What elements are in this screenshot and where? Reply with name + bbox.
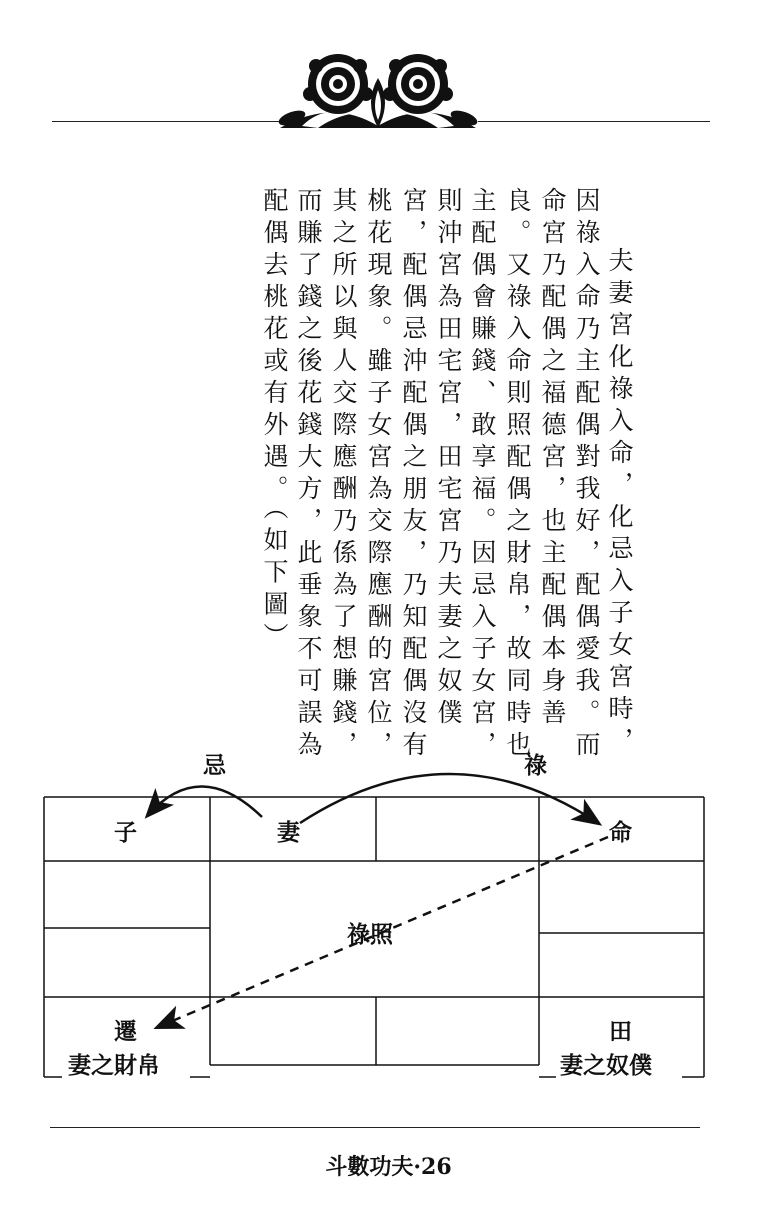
page-footer (0, 1150, 777, 1181)
palace-diagram (0, 745, 777, 1095)
header-rule-right (478, 121, 710, 122)
book-title: 斗數功夫 (325, 1154, 414, 1180)
cell-spouse: 妻 (277, 819, 300, 846)
lu-zhao-label: 祿照 (347, 921, 393, 948)
header-rule-left (52, 121, 280, 122)
ji-label: 忌 (203, 752, 226, 779)
cell-travel: 遷 (114, 1018, 137, 1045)
text-column-5: 主配偶會賺錢、敢享福。因忌入子女宮， (468, 187, 497, 763)
ji-arrow (148, 786, 262, 817)
text-column-11: 配偶去桃花或有外遇。（如下圖） (260, 187, 289, 655)
text-column-3: 命宮乃配偶之福德宮，也主配偶本身善 (538, 187, 567, 731)
footer-separator: · (413, 1154, 422, 1180)
text-column-9: 其之所以與人交際應酬乃係為了想賺錢， (329, 187, 358, 763)
travel-caption: 妻之財帛 (68, 1052, 160, 1079)
text-column-7: 宮，配偶忌沖配偶之朋友，乃知配偶沒有 (399, 187, 428, 763)
cell-property: 田 (609, 1018, 632, 1045)
text-column-4: 良。又祿入命則照配偶之財帛，故同時也 (503, 187, 532, 763)
text-column-2: 因祿入命乃主配偶對我好，配偶愛我。而 (572, 187, 601, 763)
lu-label: 祿 (524, 752, 547, 779)
cell-child: 子 (114, 819, 137, 846)
cell-life: 命 (609, 819, 632, 846)
property-caption: 妻之奴僕 (560, 1052, 652, 1079)
footer-rule (50, 1127, 700, 1128)
text-column-10: 而賺了錢之後花錢大方，此垂象不可誤為 (294, 187, 323, 763)
text-column-8: 桃花現象。雖子女宮為交際應酬的宮位， (364, 187, 393, 763)
lu-arrow (300, 774, 598, 823)
text-column-6: 則沖宮為田宅宮，田宅宮乃夫妻之奴僕 (434, 187, 463, 731)
page-number: 26 (421, 1154, 452, 1180)
floral-ornament-icon (272, 48, 484, 134)
text-column-1: 夫妻宮化祿入命，化忌入子女宮時， (605, 247, 634, 759)
